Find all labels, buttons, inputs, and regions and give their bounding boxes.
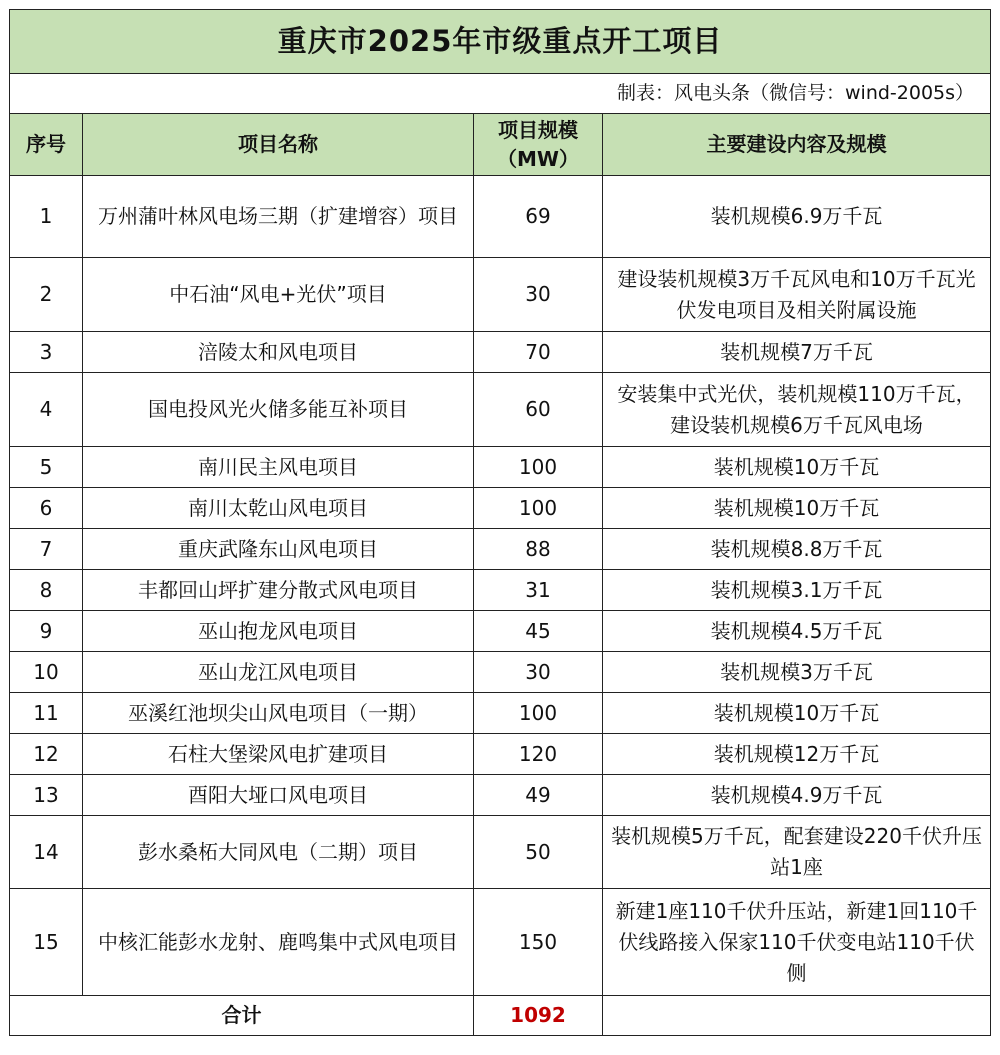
cell-no: 14 [10, 816, 83, 889]
table-row [10, 529, 991, 570]
cell-no: 7 [10, 529, 83, 570]
table-row [10, 889, 991, 996]
cell-name: 万州蒲叶林风电场三期（扩建增容）项目 [83, 176, 474, 258]
table-row [10, 611, 991, 652]
cell-name: 国电投风光火储多能互补项目 [83, 373, 474, 447]
cell-content: 装机规模8.8万千瓦 [603, 529, 991, 570]
header-scale [474, 114, 603, 176]
header-scale-line2: （MW） [497, 146, 579, 171]
credit-row [10, 74, 991, 114]
cell-no: 6 [10, 488, 83, 529]
cell-name: 巫山抱龙风电项目 [83, 611, 474, 652]
cell-name: 南川民主风电项目 [83, 447, 474, 488]
title-row [10, 10, 991, 74]
cell-name: 彭水桑柘大同风电（二期）项目 [83, 816, 474, 889]
cell-name: 涪陵太和风电项目 [83, 332, 474, 373]
cell-mw: 88 [474, 529, 603, 570]
table-container [9, 9, 990, 1036]
cell-content: 装机规模7万千瓦 [603, 332, 991, 373]
cell-content: 装机规模10万千瓦 [603, 488, 991, 529]
cell-mw: 70 [474, 332, 603, 373]
table-row [10, 373, 991, 447]
table-row [10, 734, 991, 775]
header-scale-line1: 项目规模 [498, 117, 578, 142]
total-row [10, 996, 991, 1036]
cell-content: 安装集中式光伏，装机规模110万千瓦，建设装机规模6万千瓦风电场 [603, 373, 991, 447]
header-row [10, 114, 991, 176]
cell-name: 丰都回山坪扩建分散式风电项目 [83, 570, 474, 611]
table-row [10, 693, 991, 734]
cell-no: 9 [10, 611, 83, 652]
cell-content: 装机规模5万千瓦，配套建设220千伏升压站1座 [603, 816, 991, 889]
header-content: 主要建设内容及规模 [603, 114, 991, 176]
cell-no: 10 [10, 652, 83, 693]
table-row [10, 258, 991, 332]
table-row [10, 488, 991, 529]
cell-name: 中核汇能彭水龙射、鹿鸣集中式风电项目 [83, 889, 474, 996]
cell-name: 南川太乾山风电项目 [83, 488, 474, 529]
cell-content: 装机规模12万千瓦 [603, 734, 991, 775]
cell-name: 巫山龙江风电项目 [83, 652, 474, 693]
cell-name: 中石油“风电+光伏”项目 [83, 258, 474, 332]
header-no: 序号 [10, 114, 83, 176]
cell-no: 11 [10, 693, 83, 734]
cell-content: 装机规模3.1万千瓦 [603, 570, 991, 611]
cell-no: 5 [10, 447, 83, 488]
cell-content: 装机规模3万千瓦 [603, 652, 991, 693]
cell-no: 2 [10, 258, 83, 332]
cell-no: 3 [10, 332, 83, 373]
cell-name: 重庆武隆东山风电项目 [83, 529, 474, 570]
total-empty-cell [603, 996, 991, 1036]
cell-no: 12 [10, 734, 83, 775]
cell-no: 13 [10, 775, 83, 816]
cell-content: 装机规模4.5万千瓦 [603, 611, 991, 652]
cell-mw: 120 [474, 734, 603, 775]
cell-content: 装机规模4.9万千瓦 [603, 775, 991, 816]
cell-content: 装机规模10万千瓦 [603, 447, 991, 488]
cell-no: 8 [10, 570, 83, 611]
table-row [10, 816, 991, 889]
cell-mw: 100 [474, 488, 603, 529]
total-value: 1092 [474, 996, 603, 1036]
cell-content: 装机规模10万千瓦 [603, 693, 991, 734]
table-credit: 制表：风电头条（微信号：wind-2005s） [10, 74, 991, 114]
project-table [9, 9, 991, 1036]
cell-no: 4 [10, 373, 83, 447]
cell-mw: 150 [474, 889, 603, 996]
cell-mw: 45 [474, 611, 603, 652]
header-name: 项目名称 [83, 114, 474, 176]
cell-name: 巫溪红池坝尖山风电项目（一期） [83, 693, 474, 734]
table-row [10, 176, 991, 258]
cell-mw: 31 [474, 570, 603, 611]
table-row [10, 332, 991, 373]
cell-no: 15 [10, 889, 83, 996]
cell-mw: 100 [474, 693, 603, 734]
cell-mw: 30 [474, 652, 603, 693]
cell-content: 建设装机规模3万千瓦风电和10万千瓦光伏发电项目及相关附属设施 [603, 258, 991, 332]
cell-mw: 60 [474, 373, 603, 447]
total-label: 合计 [10, 996, 474, 1036]
cell-content: 装机规模6.9万千瓦 [603, 176, 991, 258]
cell-mw: 49 [474, 775, 603, 816]
table-row [10, 447, 991, 488]
table-row [10, 570, 991, 611]
table-title: 重庆市2025年市级重点开工项目 [10, 10, 991, 74]
cell-mw: 30 [474, 258, 603, 332]
cell-name: 石柱大堡梁风电扩建项目 [83, 734, 474, 775]
table-row [10, 652, 991, 693]
table-row [10, 775, 991, 816]
cell-mw: 100 [474, 447, 603, 488]
cell-mw: 50 [474, 816, 603, 889]
cell-name: 酉阳大垭口风电项目 [83, 775, 474, 816]
cell-no: 1 [10, 176, 83, 258]
cell-content: 新建1座110千伏升压站，新建1回110千伏线路接入保家110千伏变电站110千伏侧 [603, 889, 991, 996]
cell-mw: 69 [474, 176, 603, 258]
